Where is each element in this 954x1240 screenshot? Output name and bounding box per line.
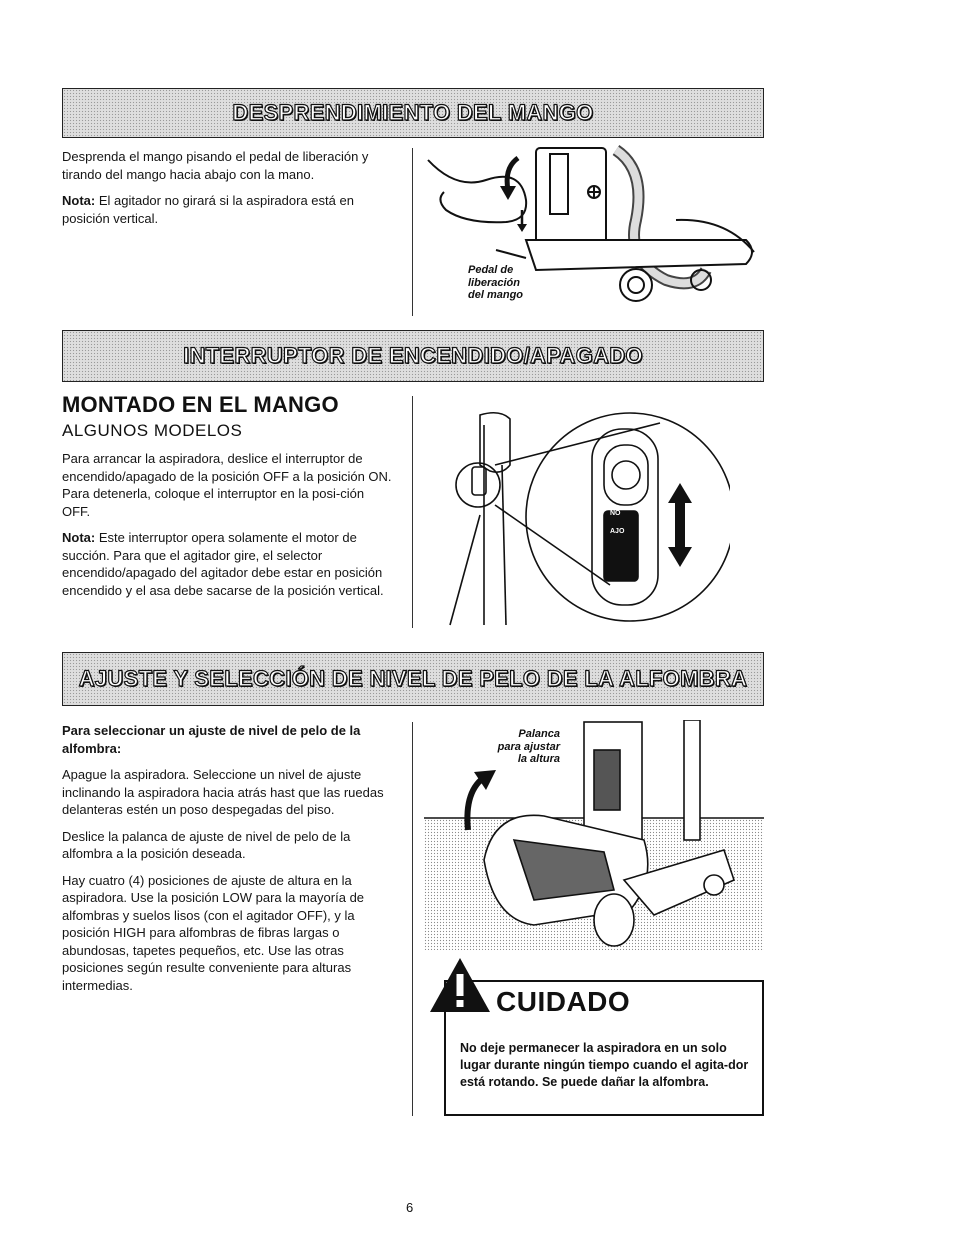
- column-divider: [412, 148, 413, 316]
- section-subheading: ALGUNOS MODELOS: [62, 421, 243, 440]
- mango-paragraph: Desprenda el mango pisando el pedal de liberación y tirando del mango hacia abajo con la mano.: [62, 149, 369, 182]
- mango-text: [62, 148, 392, 236]
- column-divider: [412, 396, 413, 628]
- interruptor-text: [62, 450, 394, 608]
- caution-title: CUIDADO: [496, 986, 631, 1017]
- handle-switch-illustration: [440, 405, 730, 630]
- note-text: Este interruptor opera solamente el motor de succión. Para que el agitador gire, el selector encendido/apagado del agitador debe estar en posición encendido y el asa debe sacarse de la posición vertical.: [62, 530, 384, 598]
- note-label: Nota:: [62, 530, 96, 545]
- column-divider: [412, 722, 413, 1116]
- interruptor-note: [62, 529, 394, 599]
- banner-interruptor: [62, 330, 764, 382]
- banner-ajuste: [62, 652, 764, 706]
- warning-triangle-icon: [428, 956, 492, 1014]
- interruptor-paragraph: Para arrancar la aspiradora, deslice el interruptor de encendido/apagado de la posición OFF a la posición ON. Para detenerla, coloque el interruptor en la posi-ción OFF.: [62, 451, 392, 519]
- ajuste-text: [62, 722, 394, 1003]
- page-number: 6: [406, 1200, 414, 1215]
- banner-title: AJUSTE Y SELECCIÓN DE NIVEL DE PELO DE LA ALFOMBRA: [78, 666, 748, 691]
- section-heading: MONTADO EN EL MANGO: [62, 392, 339, 417]
- caution-body: No deje permanecer la aspiradora en un solo lugar durante ningún tiempo cuando el agita-dor está rotando. Se puede dañar la alfombra.: [460, 1041, 749, 1089]
- banner-desprendimiento: [62, 88, 764, 138]
- switch-label-on: NO: [610, 510, 621, 517]
- note-label: Nota:: [62, 193, 96, 208]
- caution-box: [444, 980, 764, 1116]
- pedal-release-label: Pedal de liberación del mango: [468, 264, 524, 301]
- switch-label-off: AJO: [610, 528, 625, 535]
- mango-note: [62, 192, 392, 227]
- ajuste-intro: Para seleccionar un ajuste de nivel de pelo de la alfombra:: [62, 723, 361, 756]
- banner-title: DESPRENDIMIENTO DEL MANGO: [232, 100, 594, 125]
- note-text: El agitador no girará si la aspiradora está en posición vertical.: [62, 193, 354, 226]
- banner-title: INTERRUPTOR DE ENCENDIDO/APAGADO: [183, 343, 643, 368]
- ajuste-paragraph-1: Apague la aspiradora. Seleccione un nivel de ajuste inclinando la aspiradora hacia atrás hast que las ruedas delanteras estén un poso despegadas del piso.: [62, 767, 384, 817]
- carpet-height-illustration: [424, 720, 764, 950]
- ajuste-paragraph-3: Hay cuatro (4) posiciones de ajuste de altura en la aspiradora. Use la posición LOW para la mayoría de alfombras y suelos lisos (con el agitador OFF), y la posición HIGH para alfombras de fibras largas o abundosas, tapetes pequeños, etc. Use las otras posiciones según resulte conveniente para alturas intermedias.: [62, 872, 365, 993]
- ajuste-paragraph-2: Deslice la palanca de ajuste de nivel de pelo de la alfombra a la posición deseada.: [62, 828, 351, 861]
- lever-label: Palanca para ajustar la altura: [497, 728, 560, 765]
